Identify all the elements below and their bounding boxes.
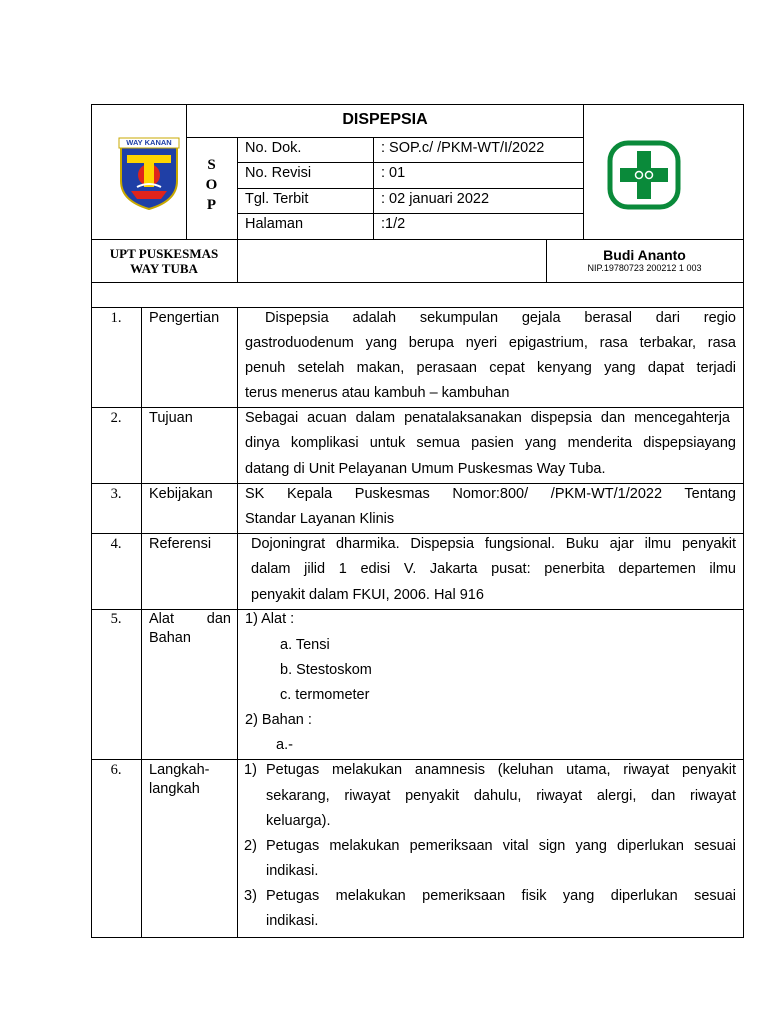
row-label: Langkah-: [149, 762, 210, 778]
meta-value-no-dok: : SOP.c/ /PKM-WT/I/2022: [381, 140, 545, 156]
row-label: Kebijakan: [149, 486, 213, 502]
row-label: langkah: [149, 781, 200, 797]
row-number: 4.: [110, 536, 122, 552]
row-label: dan: [206, 611, 231, 627]
row-text: penuh setelah makan, perasaan cepat kenyang yang dapat terjadi: [245, 360, 736, 376]
step-text: indikasi.: [266, 913, 319, 929]
sop-letter-s: S: [207, 157, 216, 173]
way-kanan-logo: [117, 137, 181, 211]
step-text: Petugas melakukan pemeriksaan fisik yang diperlukan sesuai: [266, 888, 736, 904]
row-text: Dojoningrat dharmika. Dispepsia fungsional. Buku ajar ilmu penyakit: [251, 536, 736, 552]
meta-label-halaman: Halaman: [245, 216, 304, 232]
meta-label-tgl-terbit: Tgl. Terbit: [245, 191, 309, 207]
signer-name: Budi Ananto: [603, 247, 686, 263]
row-text: terus menerus atau kambuh – kambuhan: [245, 385, 510, 401]
signer-nip: NIP.19780723 200212 1 003: [587, 263, 702, 273]
row-label: Bahan: [149, 630, 191, 646]
sop-letter-p: P: [206, 197, 217, 213]
row-text: Sebagai acuan dalam penatalaksanakan dispepsia dan mencegahterja: [245, 410, 730, 426]
unit-name-line1: UPT PUSKESMAS: [109, 246, 219, 261]
step-text: Petugas melakukan anamnesis (keluhan utama, riwayat penyakit: [266, 762, 736, 778]
step-text: keluarga).: [266, 813, 331, 829]
row-number: 6.: [110, 762, 122, 778]
unit-name-line2: WAY TUBA: [130, 261, 198, 276]
logo-caption: WAY KANAN: [126, 138, 172, 147]
row-text: penyakit dalam FKUI, 2006. Hal 916: [251, 587, 484, 603]
sop-letter-o: O: [205, 177, 218, 193]
row-text: dinya komplikasi untuk semua pasien yang menderita dispepsiayang: [245, 435, 736, 451]
row-text: datang di Unit Pelayanan Umum Puskesmas Way Tuba.: [245, 461, 606, 477]
row-number: 5.: [110, 611, 122, 627]
step-text: sekarang, riwayat penyakit dahulu, riwayat alergi, dan riwayat: [266, 788, 736, 804]
step-text: Petugas melakukan pemeriksaan vital sign yang diperlukan sesuai: [266, 838, 736, 854]
row-label: Alat: [149, 611, 174, 627]
meta-value-tgl-terbit: : 02 januari 2022: [381, 191, 490, 207]
row-text: Dispepsia adalah sekumpulan gejala berasal dari regio: [265, 310, 736, 326]
page-title: DISPEPSIA: [342, 111, 428, 128]
step-number: 2): [244, 838, 257, 854]
row-number: 2.: [110, 410, 122, 426]
list-item: a.-: [276, 737, 293, 753]
list-item: c. termometer: [280, 687, 370, 703]
list-item: b. Stestoskom: [280, 662, 372, 678]
meta-label-no-dok: No. Dok.: [245, 140, 302, 156]
list-item: a. Tensi: [280, 637, 330, 653]
row-text: Standar Layanan Klinis: [245, 511, 395, 527]
row-text: 2) Bahan :: [245, 712, 312, 728]
row-number: 1.: [110, 310, 122, 326]
row-number: 3.: [110, 486, 122, 502]
meta-value-halaman: :1/2: [381, 216, 406, 232]
meta-label-no-revisi: No. Revisi: [245, 165, 312, 181]
puskesmas-logo: [606, 139, 682, 211]
meta-value-no-revisi: : 01: [381, 165, 406, 181]
row-label: Referensi: [149, 536, 212, 552]
row-text: SK Kepala Puskesmas Nomor:800/ /PKM-WT/1/2022 Tentang: [245, 486, 736, 502]
row-text: gastroduodenum yang berupa nyeri epigastrium, rasa terbakar, rasa: [245, 335, 736, 351]
row-text: 1) Alat :: [245, 611, 295, 627]
row-label: Tujuan: [149, 410, 193, 426]
step-number: 3): [244, 888, 257, 904]
row-text: dalam jilid 1 edisi V. Jakarta pusat: penerbita departemen ilmu: [251, 561, 736, 577]
step-text: indikasi.: [266, 863, 319, 879]
row-label: Pengertian: [149, 310, 220, 326]
step-number: 1): [244, 762, 257, 778]
